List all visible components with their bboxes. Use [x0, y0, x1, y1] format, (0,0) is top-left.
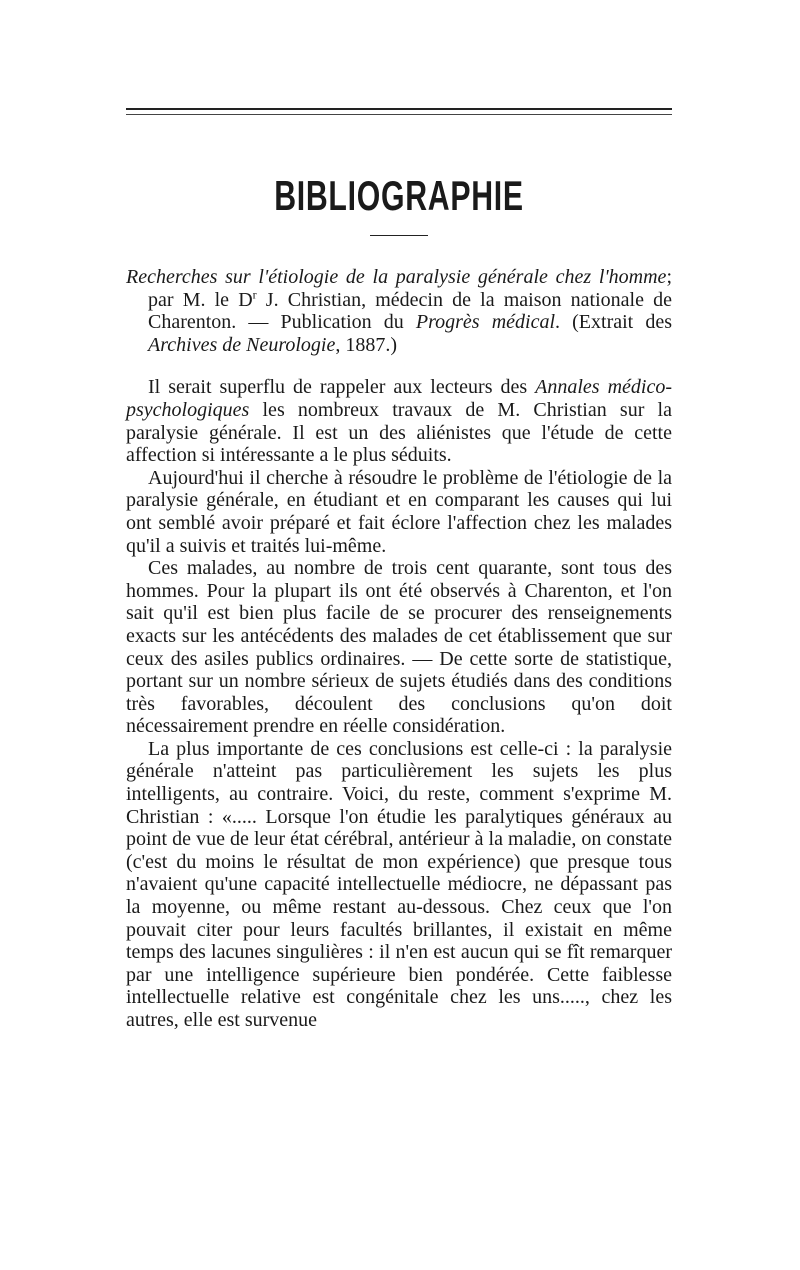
sep-text: . (Extrait des: [555, 311, 673, 334]
header-rule-thin: [126, 114, 672, 115]
journal-progres: Progrès médical: [415, 311, 556, 334]
paragraph-2: Aujourd'hui il cherche à résoudre le problème de l'étiologie de la paralysie générale, en étudiant et en comparant les causes qui lui ont semblé avoir préparé et fait éclore l'affection chez les malades qu'il a suivis et traités lui-même.: [126, 466, 672, 557]
p1-text-b: les nombreux travaux de M. Christian sur la paralysie générale. Il est un des aliénistes que l'étude de cette affection si intéressante a le plus séduits.: [126, 398, 672, 467]
doctor-sup: r: [252, 286, 257, 301]
title-divider: [370, 235, 428, 236]
page: [126, 108, 672, 1032]
header-rule: [126, 108, 672, 110]
author-text: J. Christian, médecin de la maison nationale de Charenton. — Publication du: [148, 288, 672, 334]
paragraph-1: [126, 376, 672, 466]
paragraph-3: Ces malades, au nombre de trois cent quarante, sont tous des hommes. Pour la plupart ils ont été observés à Charenton, et l'on sait qu'il est bien plus facile de se procurer des renseignements exacts sur les antécédents des malades de cet établissement que sur ceux des asiles publics ordinaires. — De cette sorte de statistique, portant sur un nombre sérieux de sujets étudiés dans des conditions très favorables, découlent des conclusions qu'on doit nécessairement prendre en réelle considération.: [126, 557, 672, 738]
section-title: BIBLIOGRAPHIE: [274, 172, 524, 219]
journal-archives: Archives de Neurologie: [148, 333, 336, 356]
year-text: , 1887.): [335, 333, 398, 356]
journal-annales: Annales médico-psychologiques: [126, 376, 672, 421]
p1-text-a: Il serait superflu de rappeler aux lecteurs des: [148, 376, 536, 399]
by-text: ; par M. le D: [148, 266, 672, 311]
bibliographic-reference: [126, 266, 672, 356]
work-title: Recherches sur l'étiologie de la paralysie générale chez l'homme: [126, 266, 667, 288]
paragraph-4: La plus importante de ces conclusions est celle-ci : la paralysie générale n'atteint pas particulièrement les sujets les plus intelligents, au contraire. Voici, du reste, comment s'exprime M. Christian : «..... Lorsque l'on étudie les paralytiques généraux au point de vue de leur état cérébral, antérieur à la maladie, on constate (c'est du moins le résultat de mon expérience) que presque tous n'avaient qu'une capacité intellectuelle médiocre, ne dépassant pas la moyenne, ou même restant au-dessous. Chez ceux que l'on pouvait citer pour leurs facultés brillantes, il existait en même temps des lacunes singulières : il n'en est aucun qui se fît remarquer par une intelligence supérieure bien pondérée. Cette faiblesse intellectuelle relative est congénitale chez les uns....., chez les autres, elle est survenue: [126, 737, 672, 1031]
